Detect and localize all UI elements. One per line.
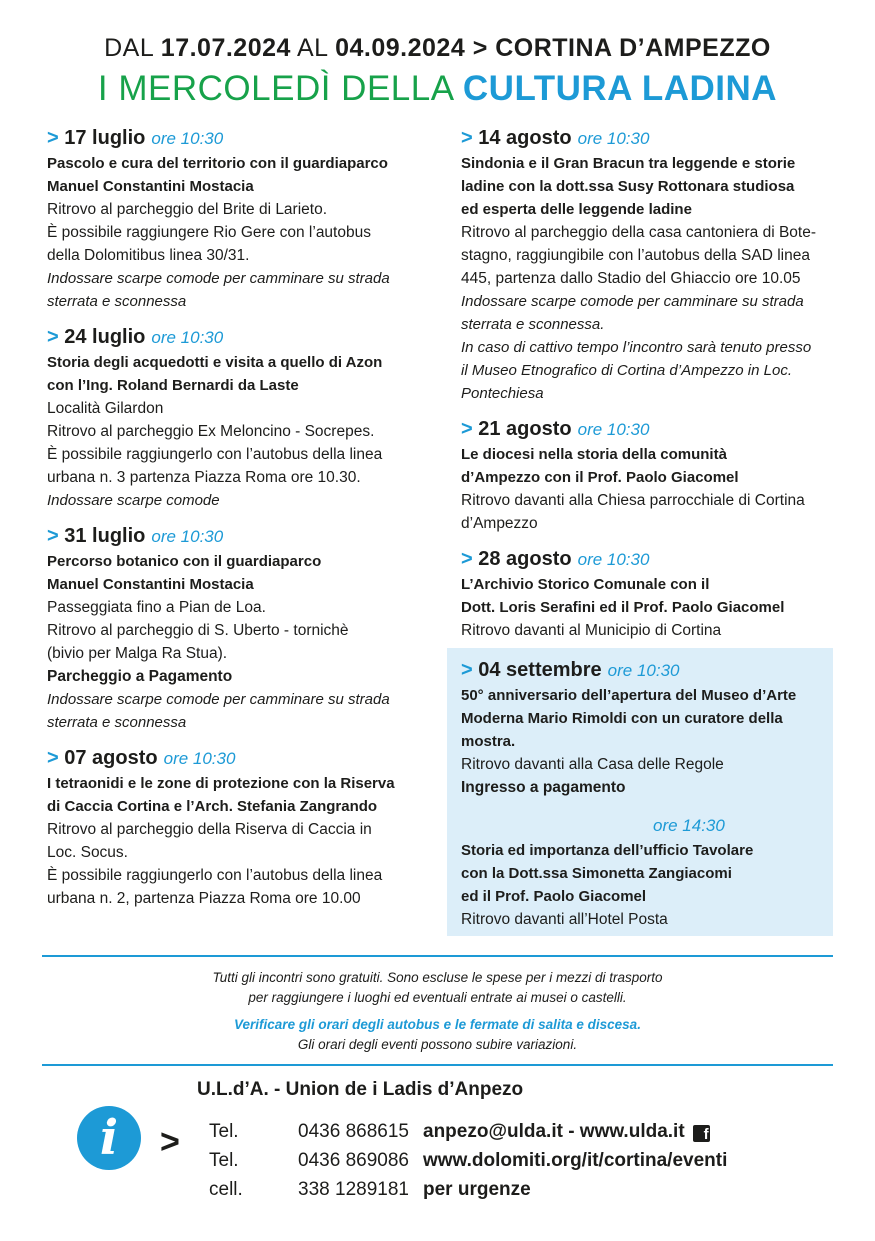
event-time: ore 10:30 <box>151 527 224 546</box>
event-title-line: ladine con la dott.ssa Susy Rottonara studiosa <box>461 178 795 195</box>
contact-label: Tel. <box>209 1150 239 1171</box>
event-date: 24 luglio <box>64 326 146 348</box>
event-note-line: Indossare scarpe comode per camminare su strada <box>47 691 390 708</box>
event-time-2: ore 14:30 <box>653 816 725 835</box>
urgency-label: per urgenze <box>423 1179 531 1200</box>
event-detail-line: urbana n. 3 partenza Piazza Roma ore 10.30. <box>47 469 361 486</box>
event-title-line: L’Archivio Storico Comunale con il <box>461 576 710 593</box>
event-title-line: con la Dott.ssa Simonetta Zangiacomi <box>461 865 732 882</box>
events-link[interactable]: www.dolomiti.org/it/cortina/eventi <box>423 1150 728 1171</box>
event-title-line: con l’Ing. Roland Bernardi da Laste <box>47 377 299 394</box>
event-date: 04 settembre <box>478 659 602 681</box>
september-event <box>461 656 831 931</box>
event-item <box>47 323 425 512</box>
arrow-icon: > <box>461 548 479 570</box>
event-title-line: I tetraonidi e le zone di protezione con la Riserva <box>47 775 395 792</box>
event-title-line: Manuel Constantini Mostacia <box>47 178 254 195</box>
phone-number[interactable]: 338 1289181 <box>298 1179 409 1200</box>
contact-row <box>209 1117 727 1146</box>
event-title-line: Pascolo e cura del territorio con il guardiaparco <box>47 155 388 172</box>
event-detail-line: Ritrovo al parcheggio del Brite di Larieto. <box>47 201 328 218</box>
event-title-line: Manuel Constantini Mostacia <box>47 576 254 593</box>
page-title <box>0 69 875 109</box>
contact-row <box>209 1146 727 1175</box>
event-bold-note: Parcheggio a Pagamento <box>47 668 233 685</box>
event-detail-line: d’Ampezzo <box>461 515 538 532</box>
event-time: ore 10:30 <box>151 328 224 347</box>
event-detail-line: Ritrovo davanti al Municipio di Cortina <box>461 622 722 639</box>
event-header <box>461 545 839 573</box>
event-header <box>461 124 839 152</box>
event-date: 14 agosto <box>478 127 572 149</box>
divider-top <box>42 955 833 957</box>
event-detail-line: Ritrovo davanti alla Chiesa parrocchiale di Cortina <box>461 492 805 509</box>
event-title-line: 50° anniversario dell’apertura del Museo d’Arte <box>461 687 797 704</box>
event-note-line: Indossare scarpe comode per camminare su strada <box>461 293 804 310</box>
event-title-line: Sindonia e il Gran Bracun tra leggende e storie <box>461 155 796 172</box>
note-line-1: Tutti gli incontri sono gratuiti. Sono escluse le spese per i mezzi di trasporto <box>212 970 663 985</box>
title-plain: I MERCOLEDÌ DELLA <box>97 69 453 108</box>
date-to: 04.09.2024 <box>335 34 466 62</box>
event-title-line: Moderna Mario Rimoldi con un curatore della <box>461 710 783 727</box>
event-note-line: sterrata e sconnessa <box>47 293 187 310</box>
event-title-line: d’Ampezzo con il Prof. Paolo Giacomel <box>461 469 739 486</box>
event-note-line: sterrata e sconnessa <box>47 714 187 731</box>
event-bold-note: Ingresso a pagamento <box>461 779 626 796</box>
event-note-line: sterrata e sconnessa. <box>461 316 605 333</box>
event-header <box>47 744 425 772</box>
event-date: 31 luglio <box>64 525 146 547</box>
arrow-icon: > <box>47 525 65 547</box>
event-header <box>47 522 425 550</box>
event-detail-line: Ritrovo al parcheggio della Riserva di Caccia in <box>47 821 372 838</box>
notes <box>42 968 833 1055</box>
title-accent: CULTURA LADINA <box>462 69 778 108</box>
event-detail-line: È possibile raggiungere Rio Gere con l’autobus <box>47 224 371 241</box>
event-detail-line: Ritrovo davanti alla Casa delle Regole <box>461 756 724 773</box>
event-item <box>47 522 425 734</box>
event-detail-line: (bivio per Malga Ra Stua). <box>47 645 228 662</box>
arrow-icon: > <box>47 326 65 348</box>
events-right-column <box>461 124 839 652</box>
event-detail-line: Ritrovo davanti all’Hotel Posta <box>461 911 668 928</box>
event-time: ore 10:30 <box>577 129 650 148</box>
event-header <box>47 124 425 152</box>
event-header <box>47 323 425 351</box>
arrow-icon: > <box>47 747 65 769</box>
event-detail-line: stagno, raggiungibile con l’autobus della SAD linea <box>461 247 810 264</box>
arrow-icon: > <box>47 127 65 149</box>
arrow-label: > <box>160 1123 180 1161</box>
event-note-line: In caso di cattivo tempo l’incontro sarà tenuto presso <box>461 339 812 356</box>
phone-number[interactable]: 0436 869086 <box>298 1150 409 1171</box>
event-title-line: ed il Prof. Paolo Giacomel <box>461 888 647 905</box>
page-header <box>0 34 875 109</box>
email-web-link[interactable]: anpezo@ulda.it - www.ulda.it <box>423 1121 685 1142</box>
event-detail-line: È possibile raggiungerlo con l’autobus della linea <box>47 867 383 884</box>
event-time: ore 10:30 <box>577 550 650 569</box>
event-item <box>461 415 839 535</box>
arrow-icon: > <box>461 418 479 440</box>
contact-label: Tel. <box>209 1121 239 1142</box>
event-detail-line: della Dolomitibus linea 30/31. <box>47 247 250 264</box>
event-time: ore 10:30 <box>607 661 680 680</box>
event-date: 07 agosto <box>64 747 158 769</box>
event-detail-line: Ritrovo al parcheggio di S. Uberto - tornichè <box>47 622 349 639</box>
event-title-line: ed esperta delle leggende ladine <box>461 201 692 218</box>
event-time: ore 10:30 <box>163 749 236 768</box>
event-header <box>461 415 839 443</box>
facebook-icon[interactable]: f <box>693 1125 710 1142</box>
event-title-line: Dott. Loris Serafini ed il Prof. Paolo Giacomel <box>461 599 785 616</box>
event-item <box>461 124 839 405</box>
divider-bottom <box>42 1064 833 1066</box>
info-icon: i <box>77 1106 141 1170</box>
date-from: 17.07.2024 <box>160 34 291 62</box>
event-detail-line: Ritrovo al parcheggio Ex Meloncino - Socrepes. <box>47 423 375 440</box>
event-title-line: di Caccia Cortina e l’Arch. Stefania Zangrando <box>47 798 378 815</box>
contact-row <box>209 1175 727 1204</box>
date-range-line <box>0 34 875 63</box>
event-item <box>47 744 425 910</box>
event-note-line: il Museo Etnografico di Cortina d’Ampezzo in Loc. <box>461 362 792 379</box>
event-date: 21 agosto <box>478 418 572 440</box>
event-title-line: Storia degli acquedotti e visita a quello di Azon <box>47 354 383 371</box>
arrow-icon: > <box>461 127 479 149</box>
contact-label: cell. <box>209 1179 243 1200</box>
al-label: AL <box>297 34 328 62</box>
event-title-line: mostra. <box>461 733 516 750</box>
event-note-line: Indossare scarpe comode per camminare su strada <box>47 270 390 287</box>
note-line-2: per raggiungere i luoghi ed eventuali entrate ai musei o castelli. <box>248 990 627 1005</box>
event-date: 28 agosto <box>478 548 572 570</box>
org-name: U.L.d’A. - Union de i Ladis d’Anpezo <box>197 1079 524 1100</box>
phone-number[interactable]: 0436 868615 <box>298 1121 409 1142</box>
event-detail-line: 445, partenza dallo Stadio del Ghiaccio ore 10.05 <box>461 270 801 287</box>
event-detail-line: urbana n. 2, partenza Piazza Roma ore 10.00 <box>47 890 361 907</box>
event-item <box>47 124 425 313</box>
event-title-line: Percorso botanico con il guardiaparco <box>47 553 322 570</box>
event-detail-line: Località Gilardon <box>47 400 164 417</box>
september-panel <box>447 648 833 936</box>
event-item <box>461 545 839 642</box>
place-label: > CORTINA D’AMPEZZO <box>472 34 771 62</box>
event-detail-line: Passeggiata fino a Pian de Loa. <box>47 599 266 616</box>
event-detail-line: È possibile raggiungerlo con l’autobus della linea <box>47 446 383 463</box>
event-title-line: Storia ed importanza dell’ufficio Tavolare <box>461 842 754 859</box>
dal-label: DAL <box>104 34 154 62</box>
event-note-line: Pontechiesa <box>461 385 544 402</box>
event-note-line: Indossare scarpe comode <box>47 492 220 509</box>
event-detail-line: Ritrovo al parcheggio della casa cantoniera di Bote- <box>461 224 816 241</box>
event-date: 17 luglio <box>64 127 146 149</box>
event-header <box>461 656 831 684</box>
events-left-column <box>47 124 425 920</box>
event-time: ore 10:30 <box>577 420 650 439</box>
event-time: ore 10:30 <box>151 129 224 148</box>
event-title-line: Le diocesi nella storia della comunità <box>461 446 727 463</box>
event-detail-line: Loc. Socus. <box>47 844 128 861</box>
note-line-3: Gli orari degli eventi possono subire variazioni. <box>297 1037 578 1052</box>
contacts <box>209 1117 727 1204</box>
arrow-icon: > <box>461 659 479 681</box>
note-highlight: Verificare gli orari degli autobus e le fermate di salita e discesa. <box>234 1017 641 1032</box>
